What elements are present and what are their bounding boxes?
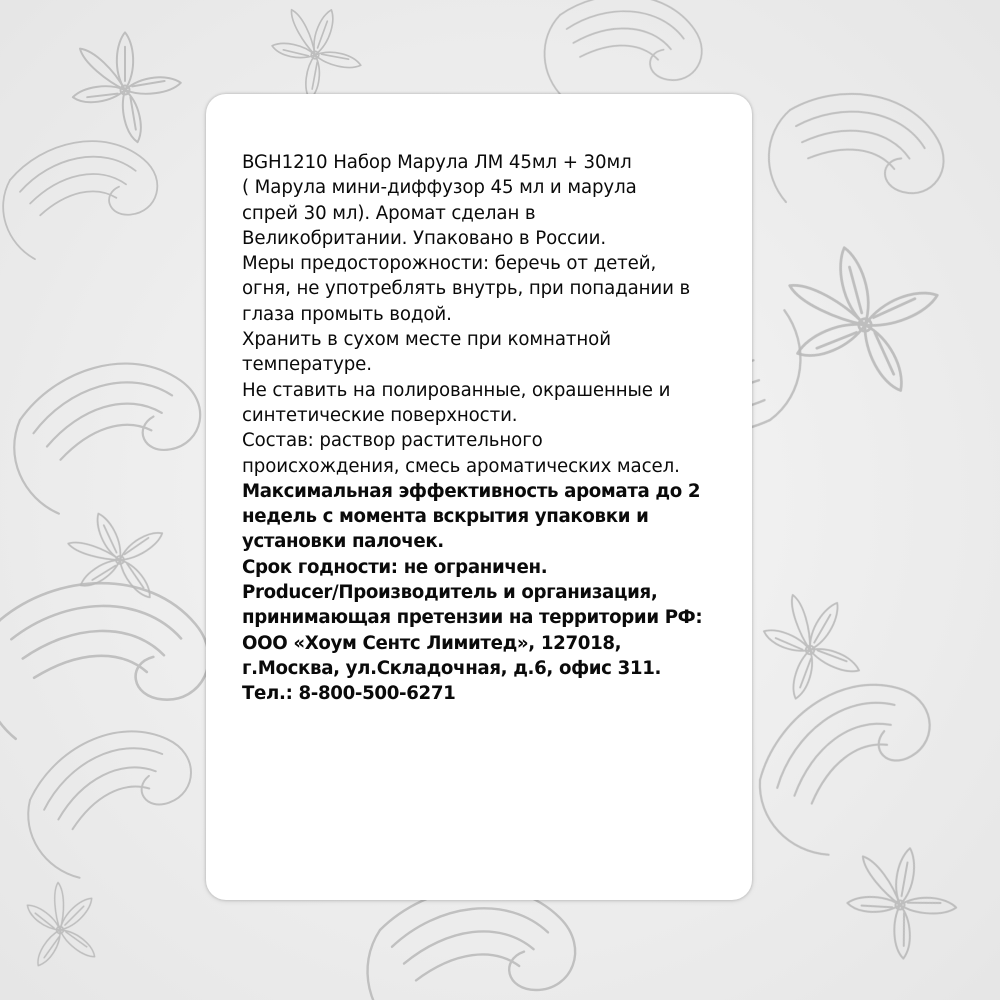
- label-line: принимающая претензии на территории РФ:: [242, 607, 703, 629]
- label-line: Хранить в сухом месте при комнатной: [242, 329, 611, 351]
- label-line: ( Марула мини-диффузор 45 мл и марула: [242, 177, 637, 199]
- label-line: происхождения, смесь ароматических масел.: [242, 455, 680, 477]
- label-line: недель с момента вскрытия упаковки и: [242, 506, 649, 528]
- product-label-sticker: [206, 94, 752, 900]
- label-line: Максимальная эффективность аромата до 2: [242, 480, 701, 502]
- label-line: Меры предосторожности: беречь от детей,: [242, 253, 657, 275]
- label-line: Состав: раствор растительного: [242, 430, 543, 452]
- label-text-block: [242, 150, 742, 707]
- label-line: установки палочек.: [242, 531, 444, 553]
- label-line: BGH1210 Набор Марула ЛМ 45мл + 30мл: [242, 152, 632, 173]
- label-line: синтетические поверхности.: [242, 404, 518, 426]
- label-line: Тел.: 8-800-500-6271: [242, 683, 456, 705]
- label-line: ООО «Хоум Сентс Лимитед», 127018,: [242, 632, 622, 654]
- label-line: Не ставить на полированные, окрашенные и: [242, 379, 671, 401]
- label-line: г.Москва, ул.Складочная, д.6, офис 311.: [242, 657, 662, 679]
- label-line: огня, не употреблять внутрь, при попадании в: [242, 278, 691, 300]
- label-line: Великобритании. Упаковано в России.: [242, 227, 607, 249]
- label-line: Срок годности: не ограничен.: [242, 556, 548, 578]
- label-line: спрей 30 мл). Аромат сделан в: [242, 202, 536, 224]
- label-line: глаза промыть водой.: [242, 303, 452, 325]
- label-line: Producer/Производитель и организация,: [242, 582, 658, 604]
- label-line: температуре.: [242, 354, 372, 376]
